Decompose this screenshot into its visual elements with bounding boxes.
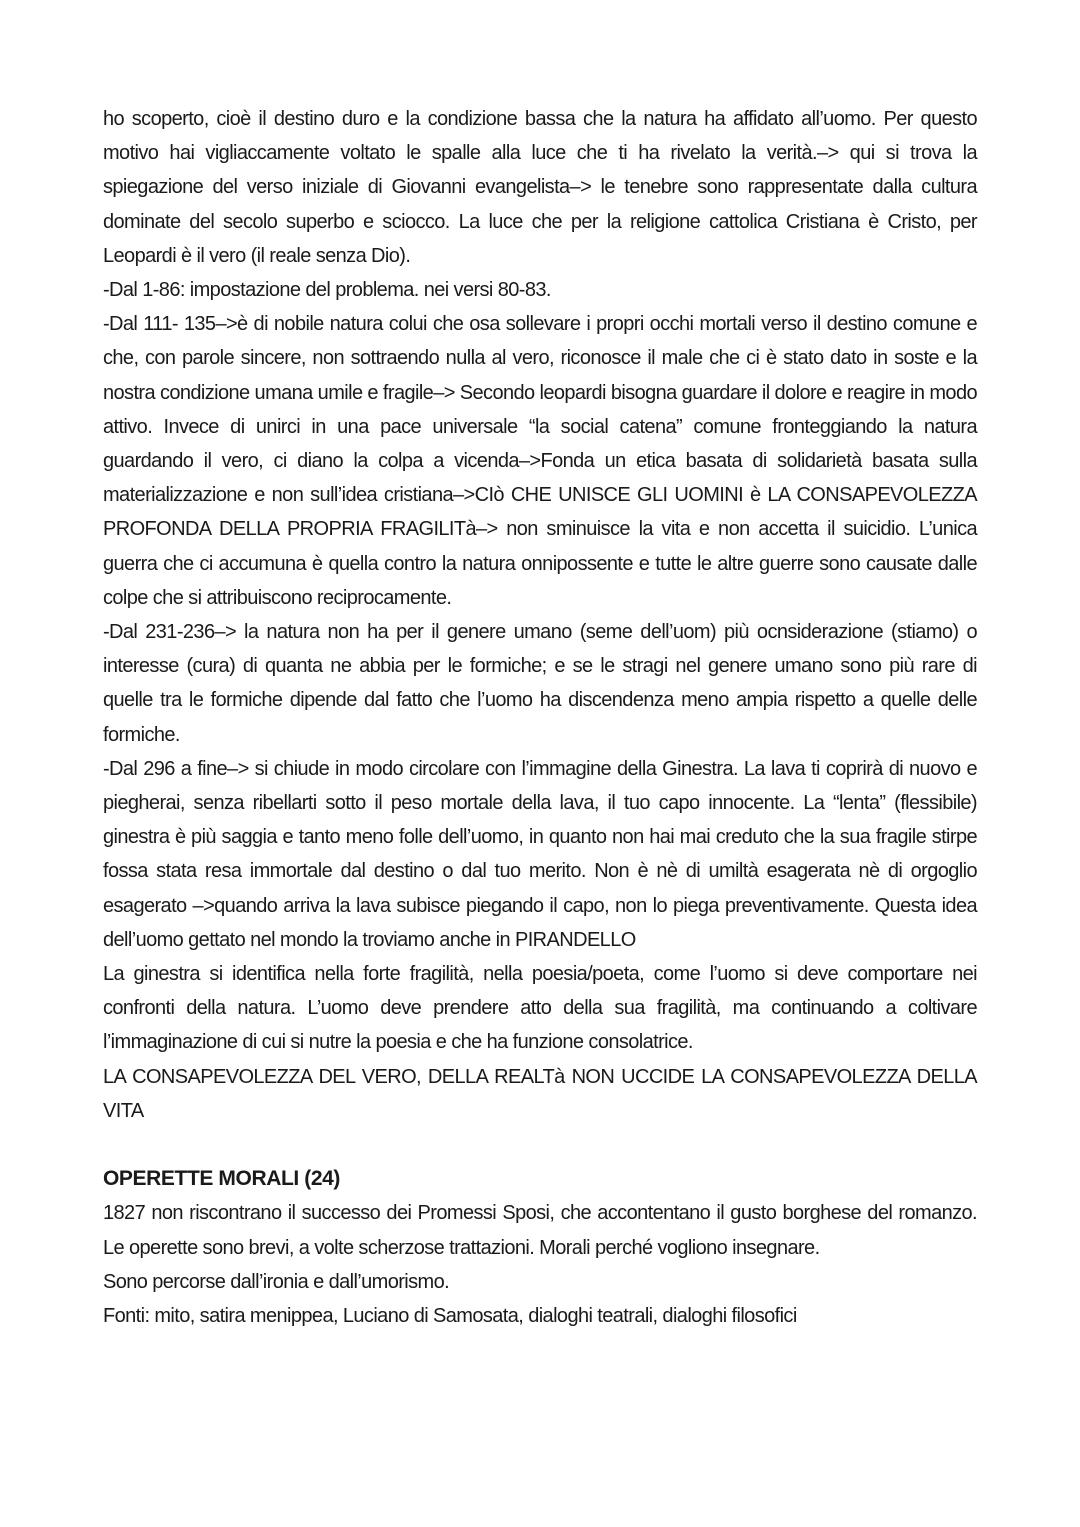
section-spacer xyxy=(103,1128,977,1162)
section-heading: OPERETTE MORALI (24) xyxy=(103,1167,341,1191)
paragraph-operette-irony: Sono percorse dall’ironia e dall’umorismo. xyxy=(103,1270,450,1293)
paragraph-intro: ho scoperto, cioè il destino duro e la condizione bassa che la natura ha affidato all’uomo. Per questo motivo hai vigliaccamente voltato le spalle alla luce che ti ha rivelato la verità.–> qui si trova la spiegazione del verso iniziale di Giovanni evangelista–> le tenebre sono rappresentate dalla cultura dominate del secolo superbo e sciocco. La luce che per la religione cattolica Cristiana è Cristo, per Leopardi è il vero (il reale senza Dio). xyxy=(103,108,977,267)
paragraph-verses-111-135: -Dal 111- 135–>è di nobile natura colui che osa sollevare i propri occhi mortali verso il destino comune e che, con parole sincere, non sottraendo nulla al vero, riconosce il male che ci è stato dato in soste e la nostra condizione umana umile e fragile–> Secondo leopardi bisogna guardare il dolore e reagire in modo attivo. Invece di unirci in una pace universale “la social catena” comune fronteggiando la natura guardando il vero, ci diano la colpa a vicenda–>Fonda un etica basata di solidarietà basata sulla materializzazione e non sull’idea cristiana–>CIò CHE UNISCE GLI UOMINI è LA CONSAPEVOLEZZA PROFONDA DELLA PROPRIA FRAGILITà–> non sminuisce la vita e non accetta il suicidio. L’unica guerra che ci accumuna è quella contro la natura onnipossente e tutte le altre guerre sono causate dalle colpe che si attribuiscono reciprocamente. xyxy=(103,313,977,609)
paragraph-verses-296-end: -Dal 296 a fine–> si chiude in modo circolare con l’immagine della Ginestra. La lava ti coprirà di nuovo e piegherai, senza ribellarti sotto il peso mortale della lava, il tuo capo innocente. La “lenta” (flessibile) ginestra è più saggia e tanto meno folle dell’uomo, in quanto non hai mai creduto che la sua fragile stirpe fossa stata resa immortale dal destino o dal tuo merito. Non è nè di umiltà esagerata nè di orgoglio esagerato –>quando arriva la lava subisce piegando il capo, non lo piega preventivamente. Questa idea dell’uomo gettato nel mondo la troviamo anche in PIRANDELLO xyxy=(103,757,977,951)
paragraph-operette-intro: 1827 non riscontrano il successo dei Promessi Sposi, che accontentano il gusto borghese del romanzo. Le operette sono brevi, a volte scherzose trattazioni. Morali perché vogliono insegnare. xyxy=(103,1202,977,1259)
paragraph-ginestra: La ginestra si identifica nella forte fragilità, nella poesia/poeta, come l’uomo si deve comportare nei confronti della natura. L’uomo deve prendere atto della sua fragilità, ma continuando a coltivare l’immaginazione di cui si nutre la poesia e che ha funzione consolatrice. xyxy=(103,963,977,1054)
document-page xyxy=(103,102,977,1333)
paragraph-verses-231-236: -Dal 231-236–> la natura non ha per il genere umano (seme dell’uom) più ocnsiderazione (stiamo) o interesse (cura) di quanta ne abbia per le formiche; e se le stragi nel genere umano sono più rare di quelle tra le formiche dipende dal fatto che l’uomo ha discendenza meno ampia rispetto a quelle delle formiche. xyxy=(103,621,977,746)
paragraph-conclusion: LA CONSAPEVOLEZZA DEL VERO, DELLA REALTà NON UCCIDE LA CONSAPEVOLEZZA DELLA VITA xyxy=(103,1065,977,1122)
paragraph-verses-1-86: -Dal 1-86: impostazione del problema. nei versi 80-83. xyxy=(103,279,551,302)
paragraph-operette-sources: Fonti: mito, satira menippea, Luciano di Samosata, dialoghi teatrali, dialoghi filosofici xyxy=(103,1304,797,1327)
